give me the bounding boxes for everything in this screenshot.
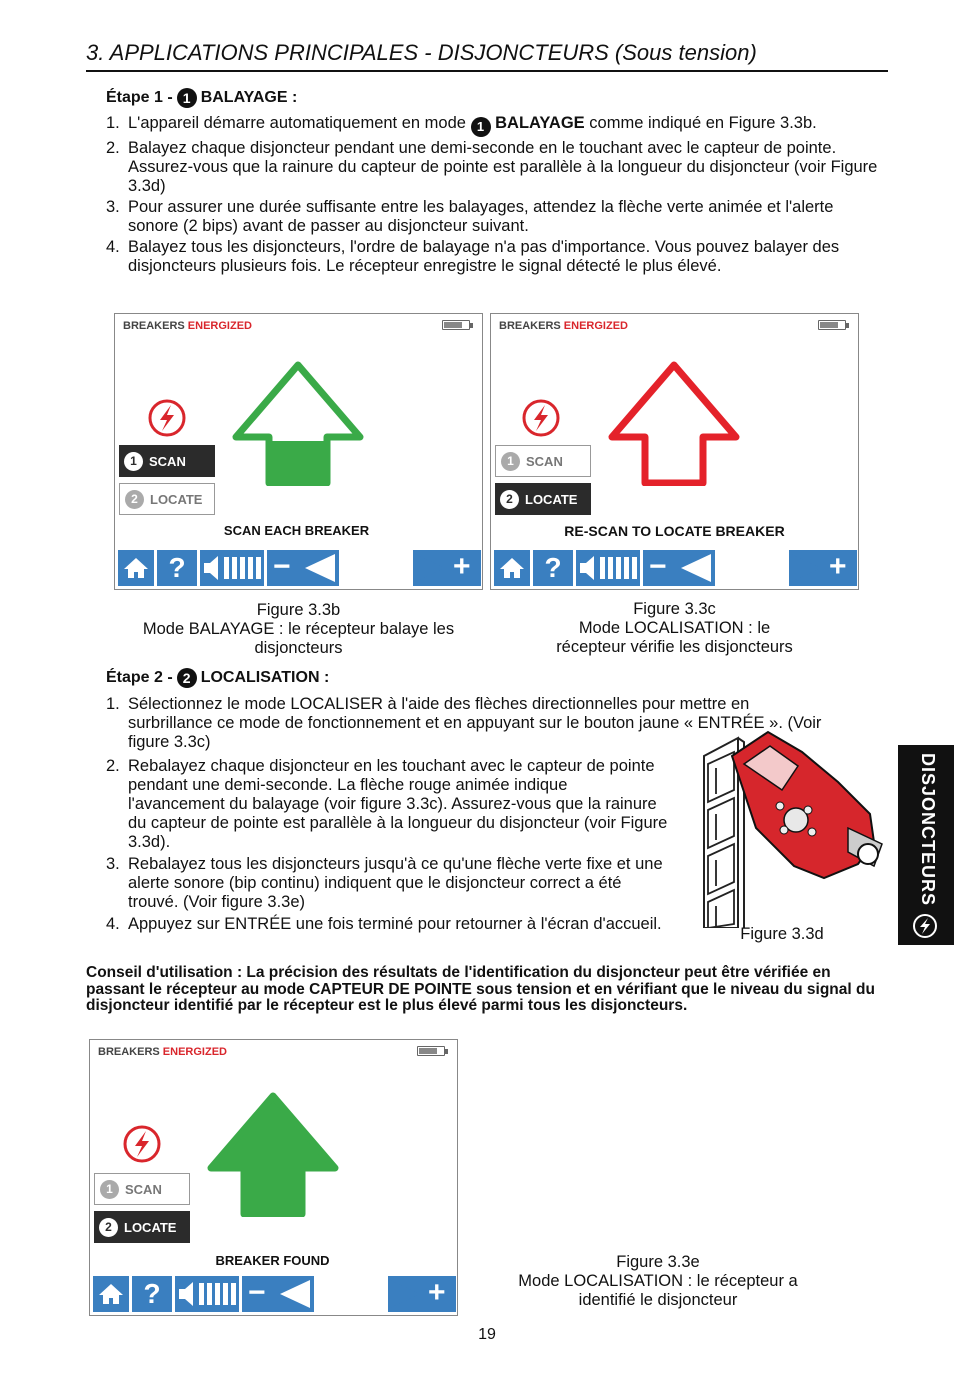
toolbar (494, 550, 855, 586)
list-item: 2. Rebalayez chaque disjoncteur en les touchant avec le capteur de pointe pendant une demi-seconde. La flèche rouge animée indique l'avancement du balayage (voir figure 3.3c). Assurez-vous que la rainure du capteur de pointe est parallèle à la longueur du disjoncteur (voir Figure 3.3d). (106, 757, 668, 851)
home-icon (498, 556, 526, 580)
arrow-left-icon[interactable] (679, 552, 713, 584)
speaker-icon (578, 554, 638, 582)
step2-heading (106, 668, 329, 688)
help-button[interactable] (533, 550, 573, 586)
lightning-icon (147, 398, 187, 438)
question-icon: ? (143, 1278, 161, 1309)
minus-icon[interactable]: − (273, 550, 291, 583)
status-message: SCAN EACH BREAKER (223, 523, 370, 538)
status-message: BREAKER FOUND (215, 1253, 330, 1268)
screen-header: BREAKERS ENERGIZED (98, 1046, 227, 1058)
arrow-left-icon[interactable] (278, 1278, 312, 1310)
section-side-tab (898, 745, 954, 945)
screen-figure-3-3e (89, 1039, 458, 1316)
screen-header: BREAKERS ENERGIZED (123, 320, 252, 332)
screen-figure-3-3c (490, 313, 859, 590)
volume-button[interactable] (175, 1276, 239, 1312)
plus-icon[interactable]: + (453, 550, 471, 583)
caption-figure-3-3b: Figure 3.3b Mode BALAYAGE : le récepteur balaye les disjoncteurs (142, 601, 455, 657)
toolbar (93, 1276, 454, 1312)
step2-label: LOCALISATION : (200, 669, 330, 686)
question-icon: ? (168, 552, 186, 583)
home-icon (122, 556, 150, 580)
step2-list (106, 757, 668, 936)
green-arrow-outline-icon (232, 361, 364, 486)
step1-heading (106, 88, 297, 108)
battery-icon (442, 320, 470, 330)
usage-tip: Conseil d'utilisation : La précision des résultats de l'identification du disjoncteur peut être vérifiée en passant le récepteur au mode CAPTEUR DE POINTE sous tension et en vérifiant que le niveau du signal du disjoncteur identifié par le récepteur est le plus élevé parmi tous les disjoncteurs. (86, 964, 875, 1014)
help-button[interactable] (132, 1276, 172, 1312)
home-icon (97, 1282, 125, 1306)
list-item: 1. L'appareil démarre automatiquement en mode 1 BALAYAGE comme indiqué en Figure 3.3b. (106, 114, 886, 137)
green-arrow-solid-icon (207, 1092, 339, 1217)
list-item: 3. Pour assurer une durée suffisante entre les balayages, attendez la flèche verte animée et l'alerte sonore (2 bips) avant de passer au disjoncteur suivant. (106, 197, 834, 235)
list-item: 1. Sélectionnez le mode LOCALISER à l'aide des flèches directionnelles pour mettre en surbrillance ce mode de fonctionnement et en appuyant sur le bouton jaune « ENTRÉE ». (Voir figure 3.3c) (106, 695, 822, 751)
step1-list (106, 114, 886, 278)
locate-button[interactable]: 2 LOCATE (119, 483, 215, 515)
page-number: 19 (478, 1326, 496, 1343)
screen-figure-3-3b (114, 313, 483, 590)
arrow-right-icon[interactable] (388, 1278, 422, 1310)
scan-number-icon: 1 (471, 117, 491, 137)
caption-figure-3-3e: Figure 3.3e Mode LOCALISATION : le récepteur a identifié le disjoncteur (518, 1253, 798, 1309)
arrow-right-icon[interactable] (413, 552, 447, 584)
home-button[interactable] (93, 1276, 129, 1312)
locate-button[interactable]: 2 LOCATE (94, 1211, 190, 1243)
list-item: 3. Rebalayez tous les disjoncteurs jusqu'à ce qu'une flèche verte fixe et une alerte sonore (bip continu) indiquent que le disjoncteur correct a été trouvé. (Voir figure 3.3e) (106, 855, 663, 911)
sensitivity-bar[interactable] (242, 1276, 456, 1312)
locate-button[interactable]: 2 LOCATE (495, 483, 591, 515)
battery-icon (417, 1046, 445, 1056)
step2-prefix: Étape 2 - (106, 669, 173, 686)
step1-label: BALAYAGE : (200, 89, 298, 106)
speaker-icon (177, 1280, 237, 1308)
page-title: 3. APPLICATIONS PRINCIPALES - DISJONCTEURS (Sous tension) (86, 40, 888, 72)
step1-number-icon: 1 (177, 88, 197, 108)
list-item: 2. Balayez chaque disjoncteur pendant une demi-seconde en le touchant avec le capteur de pointe. Assurez-vous que la rainure du capteur de pointe est parallèle à la longueur du disjoncteur (voir Figure 3.3d) (106, 138, 878, 195)
red-arrow-outline-icon (608, 361, 740, 486)
list-item: 4. Balayez tous les disjoncteurs, l'ordre de balayage n'a pas d'importance. Vous pouvez balayer des disjoncteurs plusieurs fois. Le récepteur enregistre le signal détecté le plus élevé. (106, 237, 840, 275)
scan-button[interactable]: 1 SCAN (495, 445, 591, 477)
lightning-icon (122, 1124, 162, 1164)
volume-button[interactable] (576, 550, 640, 586)
receiver-on-breaker-illustration (698, 728, 888, 928)
sensitivity-bar[interactable] (643, 550, 857, 586)
step1-prefix: Étape 1 - (106, 89, 173, 106)
home-button[interactable] (118, 550, 154, 586)
lightning-icon (912, 913, 938, 939)
toolbar (118, 550, 479, 586)
caption-figure-3-3d: Figure 3.3d (740, 925, 824, 943)
sensitivity-bar[interactable] (267, 550, 481, 586)
speaker-icon (202, 554, 262, 582)
help-button[interactable] (157, 550, 197, 586)
scan-button[interactable]: 1 SCAN (94, 1173, 190, 1205)
arrow-right-icon[interactable] (789, 552, 823, 584)
arrow-left-icon[interactable] (303, 552, 337, 584)
screen-header: BREAKERS ENERGIZED (499, 320, 628, 332)
status-message: RE-SCAN TO LOCATE BREAKER (564, 523, 785, 539)
question-icon: ? (544, 552, 562, 583)
caption-figure-3-3c: Figure 3.3c Mode LOCALISATION : le récepteur vérifie les disjoncteurs (556, 600, 793, 656)
side-tab-label: DISJONCTEURS (918, 753, 938, 907)
lightning-icon (521, 398, 561, 438)
list-item: 4. Appuyez sur ENTRÉE une fois terminé pour retourner à l'écran d'accueil. (106, 915, 662, 933)
scan-button[interactable]: 1 SCAN (119, 445, 215, 477)
volume-button[interactable] (200, 550, 264, 586)
plus-icon[interactable]: + (829, 550, 847, 583)
minus-icon[interactable]: − (248, 1276, 266, 1309)
step2-number-icon: 2 (177, 668, 197, 688)
plus-icon[interactable]: + (428, 1276, 446, 1309)
minus-icon[interactable]: − (649, 550, 667, 583)
battery-icon (818, 320, 846, 330)
home-button[interactable] (494, 550, 530, 586)
